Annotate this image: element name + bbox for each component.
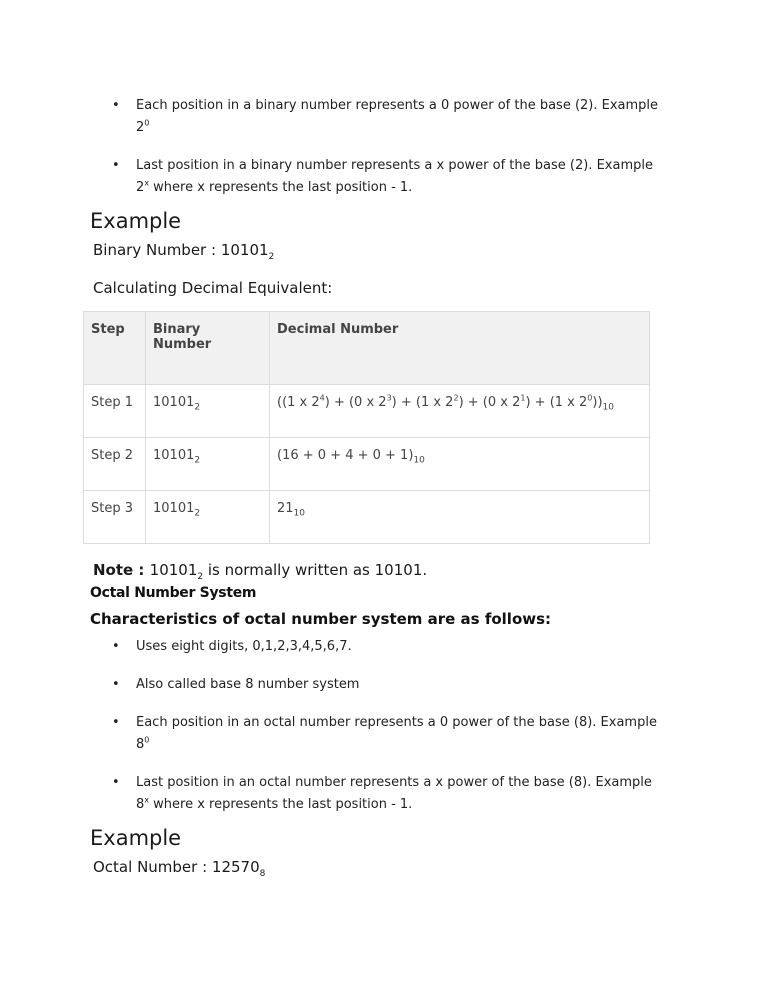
table-header-row <box>84 312 650 385</box>
cell-step: Step 1 <box>84 385 146 438</box>
bullet-icon: • <box>112 677 120 692</box>
list-item <box>112 95 692 139</box>
table-row <box>84 491 650 544</box>
header-step: Step <box>84 312 146 385</box>
conversion-table <box>83 311 650 544</box>
list-item <box>112 712 692 756</box>
octal-number-line: Octal Number : $12570_8$ <box>93 858 266 879</box>
cell-binary: $10101_2$ <box>146 491 270 544</box>
example-heading: Example <box>90 209 182 233</box>
list-item <box>112 674 692 696</box>
bullet-formula: 2$^x$ where x represents the last position - 1. <box>136 178 413 195</box>
bullet-icon: • <box>112 98 120 113</box>
example-heading: Example <box>90 826 182 850</box>
bullet-text: Each position in a binary number represents a 0 power of the base (2). Example <box>136 98 659 113</box>
cell-binary: $10101_2$ <box>146 438 270 491</box>
bullet-text: Uses eight digits, 0,1,2,3,4,5,6,7. <box>136 639 352 654</box>
bullet-text: Also called base 8 number system <box>136 677 360 692</box>
note-label: Note : <box>93 561 150 579</box>
list-item <box>112 772 692 816</box>
list-item <box>112 155 692 199</box>
bullet-icon: • <box>112 715 120 730</box>
bullet-text: Last position in a binary number represents a x power of the base (2). Example <box>136 158 653 173</box>
cell-decimal: ((1 x $2^4) + (0$ x $2^3) + (1$ x $2^2) + (0$ x $2^1) + (1$ x $2^0))_{10}$ <box>270 385 650 438</box>
bullet-text: Last position in an octal number represents a x power of the base (8). Example <box>136 775 652 790</box>
bullet-formula: $2^0$ <box>136 118 150 135</box>
cell-decimal: $21_{10}$ <box>270 491 650 544</box>
bullet-icon: • <box>112 639 120 654</box>
cell-step: Step 3 <box>84 491 146 544</box>
cell-decimal: $(16 + 0 + 4 + 0 + 1)_{10}$ <box>270 438 650 491</box>
cell-binary: $10101_2$ <box>146 385 270 438</box>
bullet-text: Each position in an octal number represents a 0 power of the base (8). Example <box>136 715 657 730</box>
bullet-icon: • <box>112 775 120 790</box>
section-title: Octal Number System <box>90 585 257 601</box>
bullet-formula: $8^0$ <box>136 735 150 752</box>
characteristics-heading: Characteristics of octal number system are as follows: <box>90 610 552 628</box>
table-row <box>84 438 650 491</box>
header-decimal: Decimal Number <box>270 312 650 385</box>
binary-number-line: Binary Number : $10101_2$ <box>93 241 275 262</box>
octal-bullet-list <box>112 636 692 816</box>
calc-label: Calculating Decimal Equivalent: <box>93 279 333 297</box>
bullet-formula: 8$^x$ where x represents the last position - 1. <box>136 795 413 812</box>
header-binary: Binary Number <box>146 312 270 385</box>
note: Note : $10101_2$ is normally written as 10101. <box>93 561 428 582</box>
list-item <box>112 636 692 658</box>
table-row <box>84 385 650 438</box>
binary-bullet-list <box>112 95 692 199</box>
bullet-icon: • <box>112 158 120 173</box>
cell-step: Step 2 <box>84 438 146 491</box>
